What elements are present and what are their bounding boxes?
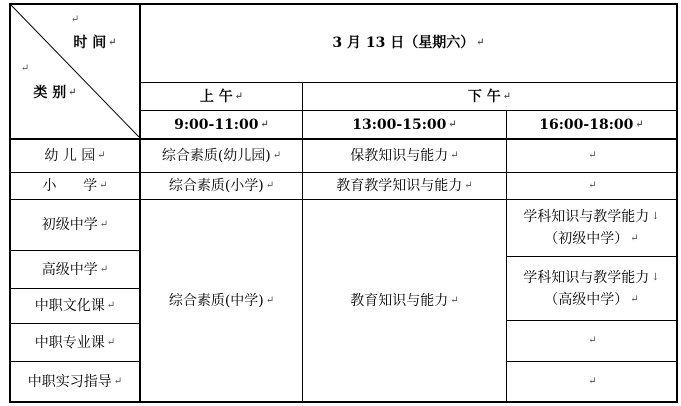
exam-date — [141, 4, 676, 82]
category-primary — [11, 173, 139, 199]
paragraph-mark-icon: ↵ — [99, 219, 109, 230]
slot-afternoon-1-text: 13:00-15:00 — [352, 116, 447, 133]
subject-senior-line1-text: 学科知识与教学能力 — [523, 269, 650, 286]
primary-morning-subject — [141, 173, 302, 199]
line-break-mark-icon: ↓ — [651, 211, 660, 222]
slot-morning-text: 9:00-11:00 — [174, 116, 259, 133]
category-senior-middle — [11, 251, 139, 288]
category-vocational-major-text: 中职专业课 — [34, 334, 105, 351]
primary-afternoon-subject — [303, 173, 506, 199]
subject-junior-line2 — [544, 228, 638, 250]
session-morning-text: 上 午 — [199, 88, 233, 105]
kindergarten-morning-text: 综合素质(幼儿园) — [161, 148, 271, 164]
header-top-mark — [64, 10, 84, 30]
paragraph-mark-icon: ↵ — [476, 37, 485, 48]
paragraph-mark-icon: ↵ — [464, 180, 473, 191]
category-junior-middle — [11, 200, 139, 250]
slot-morning — [141, 111, 302, 138]
paragraph-mark-icon: ↵ — [588, 335, 597, 346]
subject-senior-cell — [507, 257, 676, 320]
subject-junior-line2-text: （初级中学） — [544, 231, 629, 247]
primary-morning-text: 综合素质(小学) — [168, 178, 264, 194]
middle-morning-subject — [141, 200, 302, 401]
paragraph-mark-icon: ↵ — [450, 150, 459, 161]
session-afternoon-text: 下 午 — [467, 88, 501, 105]
header-category-label — [20, 82, 90, 104]
paragraph-mark-icon: ↵ — [113, 375, 123, 387]
subject-senior-line2-text: （高级中学） — [544, 291, 629, 308]
subject-empty-cell-2 — [507, 362, 676, 401]
paragraph-mark-icon: ↵ — [68, 87, 77, 98]
paragraph-mark-icon: ↵ — [99, 263, 109, 275]
paragraph-mark-icon: ↵ — [630, 233, 639, 244]
paragraph-mark-icon: ↵ — [265, 294, 275, 306]
category-vocational-culture-text: 中职文化课 — [34, 298, 105, 314]
middle-afternoon-text: 教育知识与能力 — [350, 292, 449, 309]
subject-empty-cell-1 — [507, 321, 676, 361]
subject-senior-line1 — [523, 267, 659, 289]
category-kindergarten-text: 幼 儿 园 — [44, 148, 96, 164]
slot-afternoon-2-text: 16:00-18:00 — [539, 116, 634, 133]
category-vocational-culture — [11, 289, 139, 323]
paragraph-mark-icon: ↵ — [635, 118, 644, 130]
paragraph-mark-icon: ↵ — [588, 375, 597, 387]
row-end-mark — [677, 28, 681, 50]
category-primary-text: 小 学 — [42, 178, 98, 194]
paragraph-mark-icon: ↵ — [108, 37, 117, 48]
subject-junior-stack — [523, 206, 659, 250]
kindergarten-afternoon-text: 保教知识与能力 — [350, 148, 449, 164]
paragraph-mark-icon: ↵ — [99, 180, 108, 191]
paragraph-mark-icon: ↵ — [588, 180, 597, 191]
session-morning — [141, 83, 302, 110]
paragraph-mark-icon: ↵ — [502, 90, 512, 102]
subject-senior-stack — [523, 267, 659, 311]
category-vocational-internship-text: 中职实习指导 — [27, 373, 112, 390]
kindergarten-empty-cell — [507, 140, 676, 172]
subject-junior-cell — [507, 200, 676, 256]
subject-junior-line1-text: 学科知识与教学能力 — [523, 209, 650, 225]
primary-afternoon-text: 教育教学知识与能力 — [336, 178, 463, 194]
paragraph-mark-icon: ↵ — [450, 294, 459, 306]
header-time-label — [60, 32, 130, 54]
paragraph-mark-icon: ↵ — [234, 90, 244, 102]
subject-junior-line1 — [523, 206, 659, 228]
kindergarten-morning-subject — [141, 140, 302, 172]
header-time-text: 时 间 — [73, 35, 107, 51]
exam-date-text: 3 月 13 日（星期六） — [332, 35, 475, 51]
paragraph-mark-icon: ↵ — [588, 150, 597, 161]
slot-afternoon-1 — [303, 111, 506, 138]
primary-empty-cell — [507, 173, 676, 199]
paragraph-mark-icon: ↵ — [630, 293, 639, 305]
header-blank-mark — [14, 58, 34, 80]
slot-afternoon-2 — [507, 111, 676, 138]
session-afternoon — [303, 83, 676, 110]
category-vocational-major — [11, 324, 139, 361]
paragraph-mark-icon: ↵ — [265, 180, 275, 191]
paragraph-mark-icon: ↵ — [260, 118, 269, 130]
paragraph-mark-icon: ↵ — [70, 14, 80, 25]
middle-afternoon-subject — [303, 200, 506, 401]
category-kindergarten — [11, 140, 139, 172]
paragraph-mark-icon: ↵ — [20, 63, 30, 74]
category-senior-middle-text: 高级中学 — [41, 261, 98, 278]
subject-senior-line2 — [544, 289, 638, 311]
paragraph-mark-icon: ↵ — [106, 300, 116, 311]
kindergarten-afternoon-subject — [303, 140, 506, 172]
table-bottom-border — [9, 401, 678, 403]
category-vocational-internship — [11, 362, 139, 401]
header-category-text: 类 别 — [33, 85, 67, 101]
paragraph-mark-icon: ↵ — [97, 150, 106, 161]
category-junior-middle-text: 初级中学 — [41, 217, 98, 233]
line-break-mark-icon: ↓ — [651, 271, 660, 283]
table-right-border — [676, 3, 678, 403]
middle-morning-text: 综合素质(中学) — [168, 292, 264, 309]
paragraph-mark-icon: ↵ — [272, 150, 282, 161]
paragraph-mark-icon: ↵ — [106, 336, 116, 348]
paragraph-mark-icon: ↵ — [448, 118, 457, 130]
